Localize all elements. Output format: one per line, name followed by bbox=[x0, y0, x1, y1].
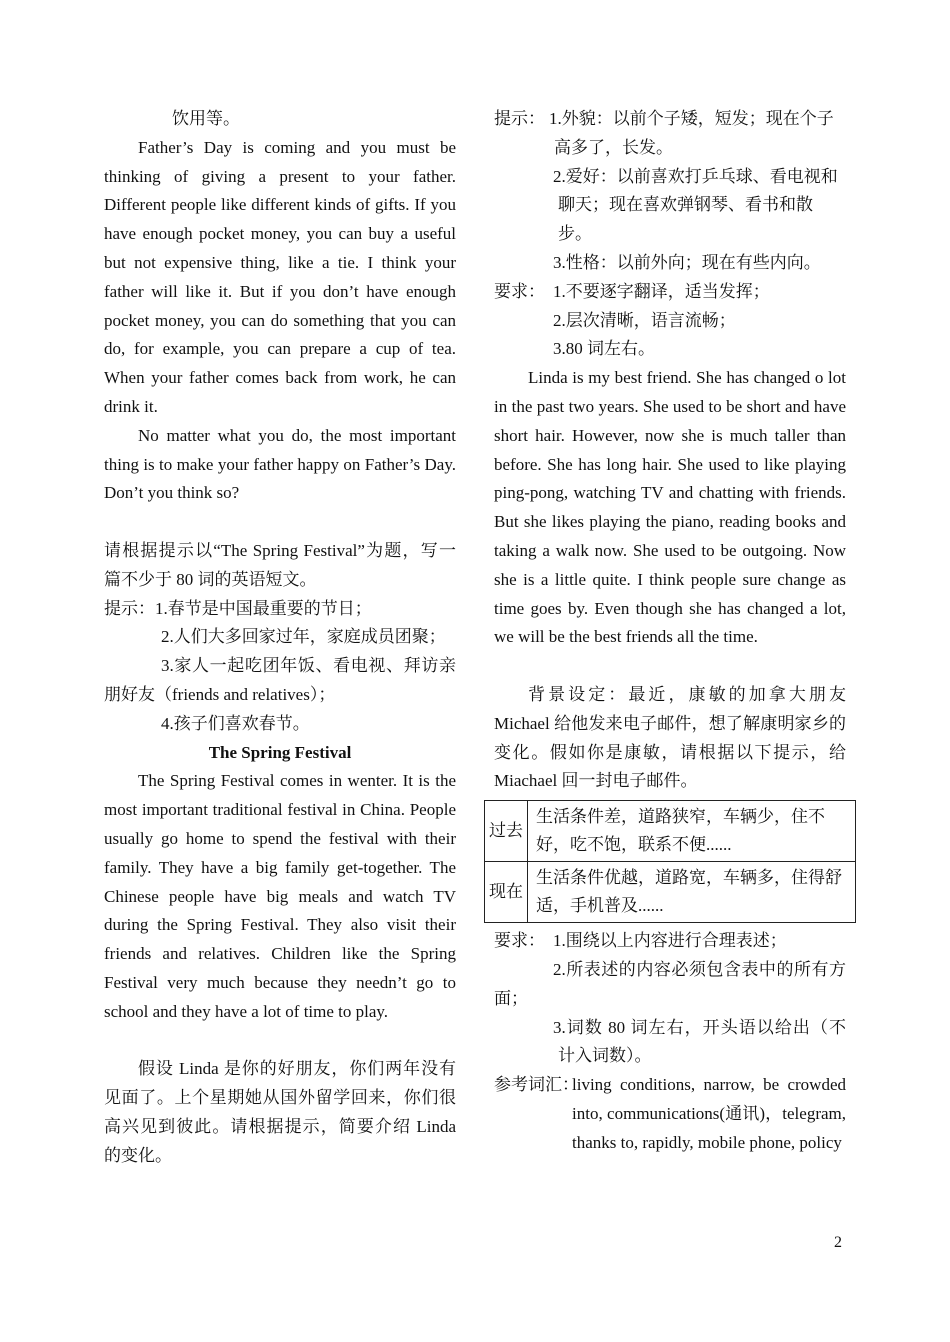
vocab-block bbox=[494, 1071, 846, 1157]
essay-paragraph: Father’s Day is coming and you must be thinking of giving a present to your father. Different people like different kinds of gifts. If you have enough pocket money, you can buy a useful but not expensive thing, like a tie. I think your father will like it. But if you don’t have enough pocket money, you can do something that you can do, for example, you can prepare a cup of tea. When your father comes back from work, he can drink it. bbox=[104, 137, 456, 416]
hint-item: 2.人们大多回家过年，家庭成员团聚； bbox=[161, 627, 446, 647]
left-column bbox=[104, 105, 456, 1170]
spacer bbox=[104, 508, 456, 537]
hint-label: 提示： bbox=[494, 109, 545, 128]
hint-item: 1.春节是中国最重要的节日； bbox=[155, 598, 372, 618]
table-value-cell: 生活条件差，道路狭窄，车辆少，住不好，吃不饱，联系不便...... bbox=[528, 801, 856, 862]
requirement-item: 2.层次清晰，语言流畅； bbox=[553, 310, 736, 330]
requirement-item: 1.不要逐字翻译，适当发挥； bbox=[553, 281, 770, 301]
spacer bbox=[104, 1027, 456, 1056]
hint-item: 2.爱好：以前喜欢打乒乓球、看电视和聊天；现在喜欢弹钢琴、看书和散步。 bbox=[553, 166, 838, 244]
requirement-item: 2.所表述的内容必须包含表中的所有方面； bbox=[494, 959, 846, 1008]
essay-paragraph: The Spring Festival comes in wenter. It is the most important traditional festival in China. People usually go home to spend the festival with their family. They have a big family get-together. The Chinese people have big meals and watch TV during the Spring Festival. They also visit their friends and relatives. Children like the Spring Festival very much because they needn’t go to school and they have a lot of time to play. bbox=[104, 771, 456, 1021]
hint-item: 3.性格：以前外向；现在有些内向。 bbox=[553, 252, 821, 272]
hint-block bbox=[494, 105, 846, 163]
table-row bbox=[485, 862, 856, 923]
table-key-cell: 现在 bbox=[485, 862, 528, 923]
table-key-cell: 过去 bbox=[485, 801, 528, 862]
essay-paragraph: Linda is my best friend. She has changed o lot in the past two years. She used to be short and have short hair. However, now she is much taller than before. She has long hair. She used to like playing ping-pong, watching TV and chatting with friends. But she likes playing the piano, reading books and taking a walk now. She used to be outgoing. Now she is a little quite. I think people sure change as time goes by. Even though she has changed a lot, we will be the best friends all the time. bbox=[494, 368, 846, 647]
vocab-list: living conditions, narrow, be crowded into, communications(通讯)，telegram, thanks to, rapidly, mobile phone, policy bbox=[572, 1075, 846, 1152]
requirement-label: 要求： bbox=[494, 281, 545, 301]
task-intro: 请根据提示以“The Spring Festival”为题，写一篇不少于 80 词的英语短文。 bbox=[104, 540, 456, 589]
essay-paragraph: No matter what you do, the most important thing is to make your father happy on Father’s Day. Don’t you think so? bbox=[104, 425, 456, 503]
hint-label: 提示： bbox=[104, 598, 155, 618]
hint-item: 3.家人一起吃团年饭、看电视、拜访亲朋好友（friends and relatives）； bbox=[104, 656, 456, 704]
comparison-table bbox=[484, 800, 856, 923]
table-value-cell: 生活条件优越，道路宽，车辆多，住得舒适，手机普及...... bbox=[528, 862, 856, 923]
continued-text: 饮用等。 bbox=[172, 109, 240, 128]
page-number: 2 bbox=[834, 1234, 842, 1251]
requirement-item: 3.词数 80 词左右，开头语以给出（不计入词数）。 bbox=[553, 1017, 846, 1066]
requirement-label: 要求： bbox=[494, 931, 545, 951]
right-column bbox=[489, 105, 846, 1158]
table-row bbox=[485, 801, 856, 862]
hint-item: 4.孩子们喜欢春节。 bbox=[161, 713, 310, 733]
requirement-item: 3.80 词左右。 bbox=[553, 339, 655, 359]
hint-block bbox=[104, 595, 456, 624]
essay-title: The Spring Festival bbox=[208, 742, 352, 762]
vocab-label: 参考词汇： bbox=[494, 1075, 579, 1095]
hint-item: 1.外貌：以前个子矮，短发；现在个子高多了，长发。 bbox=[549, 109, 834, 157]
task-intro: 背景设定：最近，康敏的加拿大朋友 Michael 给他发来电子邮件，想了解康明家乡的变化。假如你是康敏，请根据以下提示，给 Miachael 回一封电子邮件。 bbox=[494, 684, 846, 791]
requirement-block bbox=[494, 927, 846, 956]
requirement-block bbox=[494, 278, 846, 307]
task-intro: 假设 Linda 是你的好朋友，你们两年没有见面了。上个星期她从国外留学回来，你们很高兴见到彼此。请根据提示，简要介绍 Linda 的变化。 bbox=[104, 1059, 456, 1165]
requirement-item: 1.围绕以上内容进行合理表述； bbox=[553, 931, 787, 951]
spacer bbox=[494, 652, 846, 681]
